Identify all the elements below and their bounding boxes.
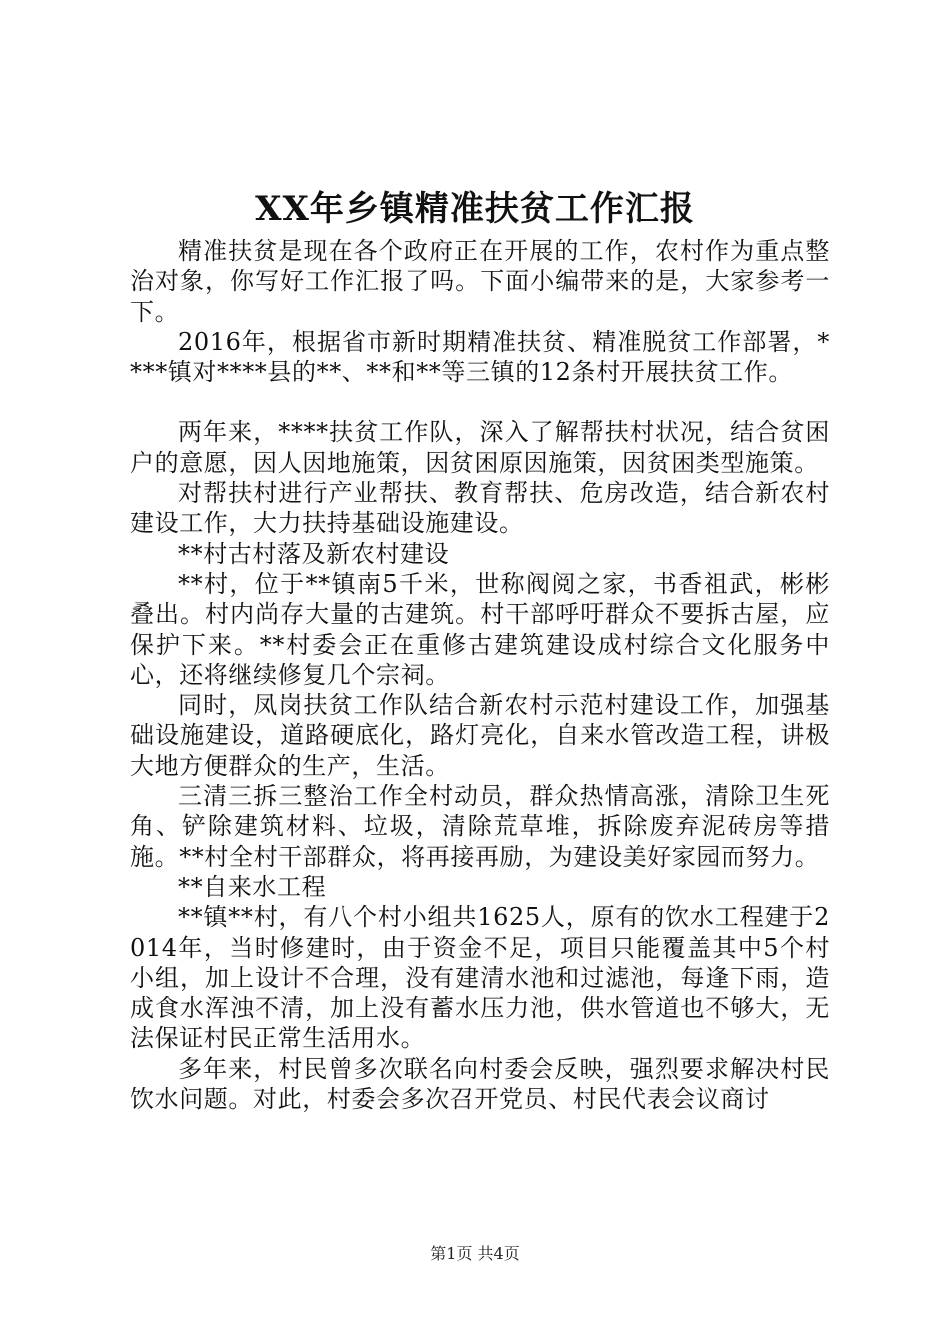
section-heading-village: **村古村落及新农村建设: [178, 539, 450, 568]
background-paragraph: 2016年，根据省市新时期精准扶贫、精准脱贫工作部署，****镇对****县的**、**和**等三镇的12条村开展扶贫工作。: [130, 327, 830, 387]
work-team-paragraph: 两年来，****扶贫工作队，深入了解帮扶村状况，结合贫困户的意愿，因人因地施策，因贫困原因施策，因贫困类型施策。: [130, 418, 830, 477]
document-title: XX年乡镇精准扶贫工作汇报: [255, 189, 695, 229]
infrastructure-paragraph: 同时，凤岗扶贫工作队结合新农村示范村建设工作，加强基础设施建设，道路硬底化，路灯亮化，自来水管改造工程，讲极大地方便群众的生产，生活。: [130, 691, 830, 780]
sanitation-paragraph: 三清三拆三整治工作全村动员，群众热情高涨，清除卫生死角、铲除建筑材料、垃圾，清除荒草堆，拆除废弃泥砖房等措施。**村全村干部群众，将再接再励，为建设美好家园而努力。: [130, 782, 830, 871]
intro-paragraph: 精准扶贫是现在各个政府正在开展的工作，农村作为重点整治对象，你写好工作汇报了吗。下面小编带来的是，大家参考一下。: [130, 237, 830, 326]
page-footer: 第1页 共4页: [430, 1244, 520, 1263]
assistance-paragraph: 对帮扶村进行产业帮扶、教育帮扶、危房改造，结合新农村建设工作，大力扶持基础设施建设。: [130, 479, 830, 538]
section-heading-water: **自来水工程: [178, 872, 327, 901]
water-project-paragraph: **镇**村，有八个村小组共1625人，原有的饮水工程建于2014年，当时修建时，由于资金不足，项目只能覆盖其中5个村小组，加上设计不合理，没有建清水池和过滤池，每逢下雨，造成食水浑浊不清，加上没有蓄水压力池，供水管道也不够大，无法保证村民正常生活用水。: [130, 903, 830, 1053]
village-paragraph: **村，位于**镇南5千米，世称阀阅之家，书香祖武，彬彬叠出。村内尚存大量的古建筑。村干部呼吁群众不要拆古屋，应保护下来。**村委会正在重修古建筑建设成村综合文化服务中心，还将继续修复几个宗祠。: [130, 569, 830, 689]
document-body: [130, 236, 830, 1114]
villager-request-paragraph: 多年来，村民曾多次联名向村委会反映，强烈要求解决村民饮水问题。对此，村委会多次召开党员、村民代表会议商讨: [130, 1054, 830, 1114]
